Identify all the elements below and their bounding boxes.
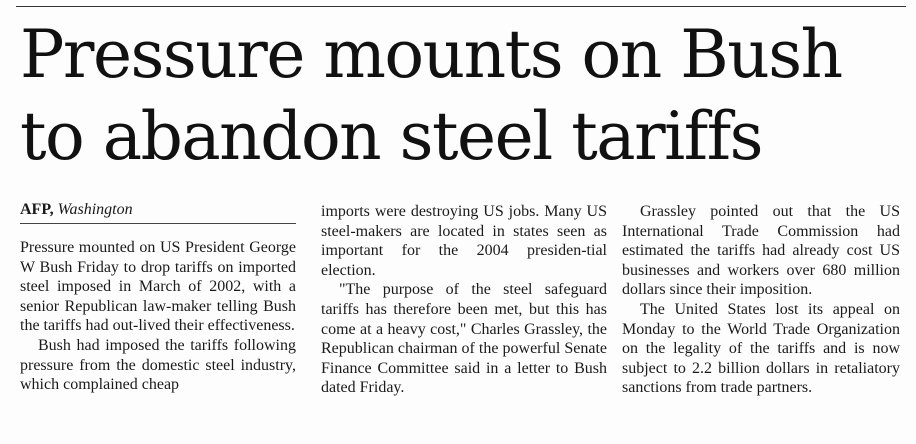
paragraph: Grassley pointed out that the US International Trade Commission had estimated the tariffs had already cost US businesses and workers over 680 million dollars since their imposition. bbox=[622, 203, 900, 299]
headline-line-1: Pressure mounts on Bush bbox=[20, 16, 842, 93]
paragraph: imports were destroying US jobs. Many US steel-makers are located in states seen as important for the 2004 presiden-tial election. bbox=[321, 203, 607, 279]
headline-line-2: to abandon steel tariffs bbox=[20, 98, 763, 175]
paragraph: "The purpose of the steel safeguard tariffs has therefore been met, but this has come at a heavy cost," Charles Grassley, the Republican chairman of the powerful Senate Finance Committee said in a letter to Bush dated Friday. bbox=[321, 281, 607, 397]
paragraph: The United States lost its appeal on Monday to the World Trade Organization on the legality of the tariffs and is now subject to 2.2 billion dollars in retaliatory sanctions from trade partners. bbox=[622, 300, 900, 397]
article-column-3 bbox=[622, 202, 900, 398]
byline-agency: AFP, bbox=[20, 201, 54, 218]
paragraph: Bush had imposed the tariffs following pressure from the domestic steel industry, which complained cheap bbox=[20, 336, 296, 394]
article-column-2 bbox=[321, 202, 607, 398]
byline bbox=[20, 200, 296, 224]
byline-city: Washington bbox=[57, 201, 133, 218]
top-rule bbox=[16, 6, 906, 7]
article-column-1 bbox=[20, 200, 296, 395]
paragraph: Pressure mounted on US President George W Bush Friday to drop tariffs on imported steel imposed in March of 2002, with a senior Republican law-maker telling Bush the tariffs had out-lived their effectiveness. bbox=[20, 239, 296, 335]
headline bbox=[20, 14, 910, 178]
